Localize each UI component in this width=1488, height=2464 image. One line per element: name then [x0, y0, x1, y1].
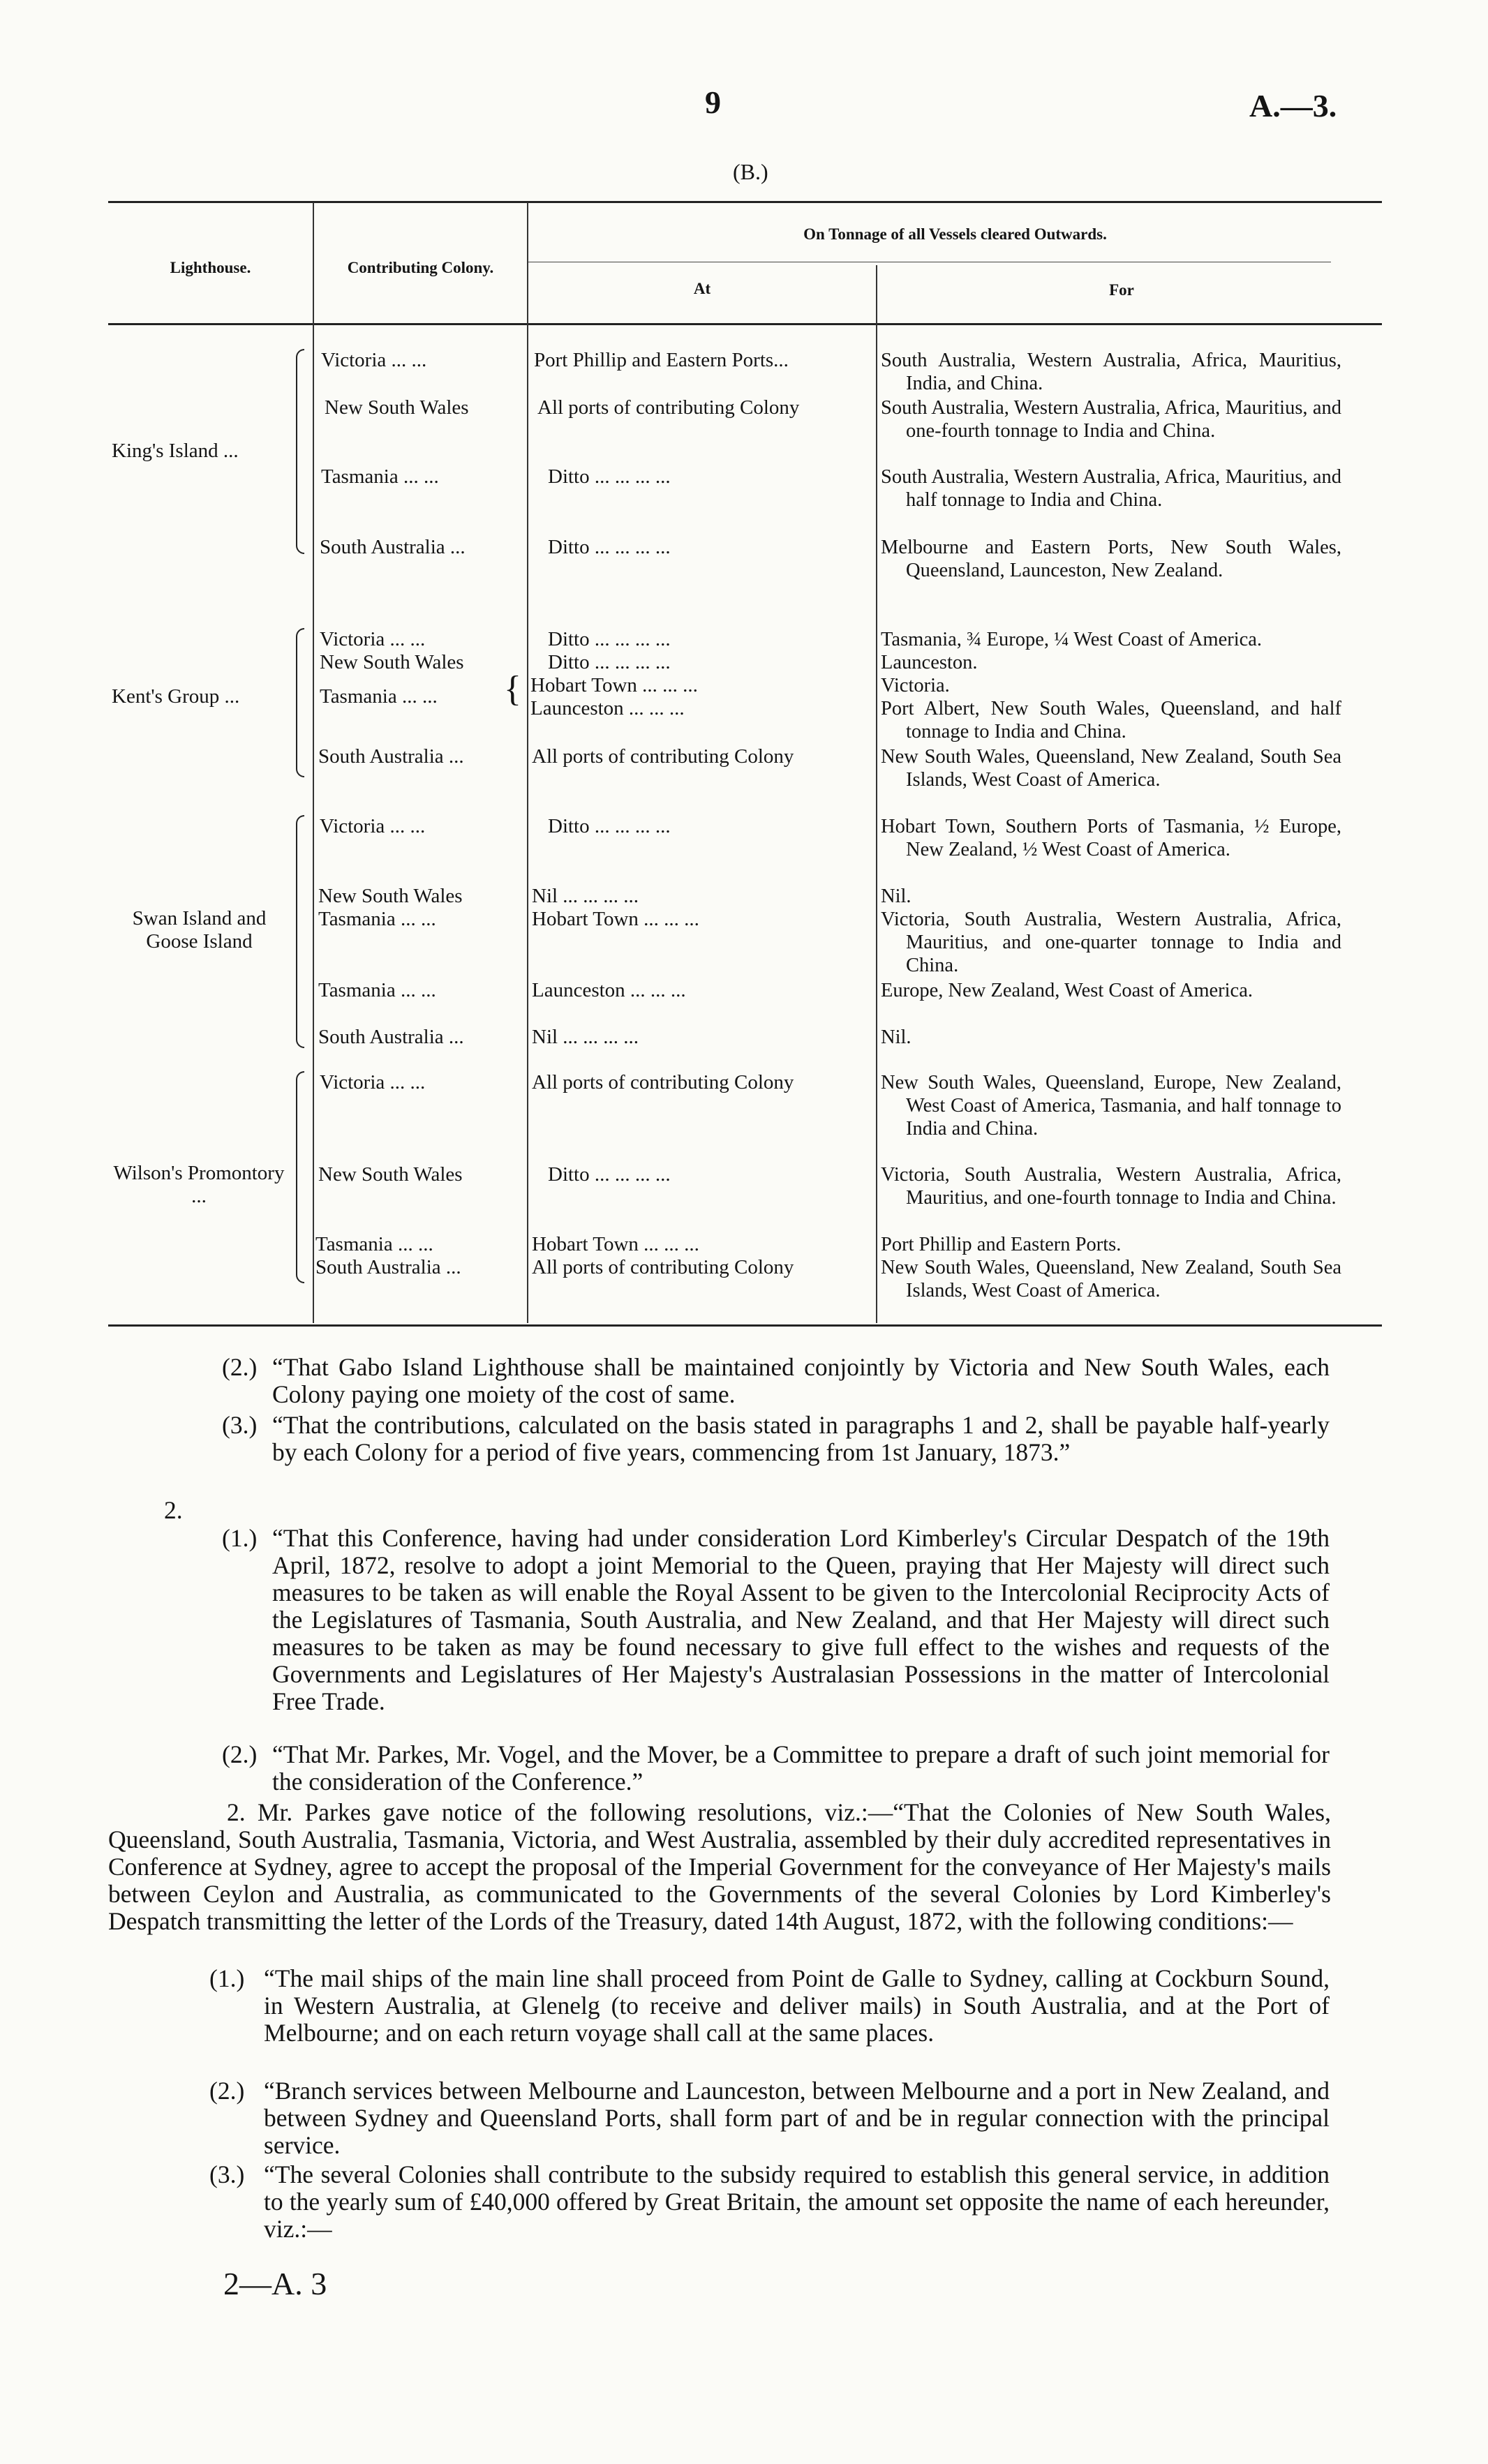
for-destinations: New South Wales, Queensland, New Zealand, South Sea Islands, West Coast of America.	[881, 746, 1341, 791]
at-port: Nil ... ... ... ...	[532, 1026, 639, 1048]
gabo-island-resolution: “That Gabo Island Lighthouse shall be maintained conjointly by Victoria and New South Wales, each Colony paying one moiety of the cost of same.	[272, 1353, 1330, 1408]
for-destinations: Launceston.	[881, 652, 978, 673]
at-port: Ditto ... ... ... ...	[548, 628, 671, 650]
colony: Tasmania ... ...	[315, 1233, 433, 1255]
for-destinations: Nil.	[881, 1026, 912, 1048]
at-port: Ditto ... ... ... ...	[548, 651, 671, 673]
col-rule-3	[876, 265, 877, 1323]
at-port: Ditto ... ... ... ...	[548, 465, 671, 488]
signature-mark: 2—A. 3	[223, 2266, 327, 2301]
para-number: (1.)	[209, 1964, 245, 1992]
for-destinations: Victoria.	[881, 675, 950, 696]
col-rule-1	[313, 202, 314, 1323]
colony: South Australia ...	[320, 536, 466, 558]
colony: Tasmania ... ...	[318, 908, 436, 930]
brace-kents-group	[296, 628, 304, 777]
lighthouse-wilsons-promontory: Wilson's Promontory ...	[113, 1162, 285, 1207]
page-number: 9	[705, 84, 721, 120]
branch-services-condition: “Branch services between Melbourne and Launceston, between Melbourne and a port in New Zealand, and between Sydney and Queensland Ports, shall form part of and be in regular connection with the principal service.	[264, 2077, 1330, 2159]
para-number: (2.)	[222, 1740, 258, 1768]
at-port: Nil ... ... ... ...	[532, 885, 639, 907]
lighthouse-kents-group: Kent's Group ...	[112, 685, 240, 708]
for-destinations: Tasmania, ¾ Europe, ¼ West Coast of America.	[881, 629, 1263, 650]
lighthouse-swan-goose-island: Swan Island and Goose Island	[132, 907, 267, 953]
for-destinations: Port Phillip and Eastern Ports.	[881, 1234, 1122, 1255]
para-number: (3.)	[209, 2160, 245, 2188]
parkes-notice: 2. Mr. Parkes gave notice of the following resolutions, viz.:—“That the Colonies of New South Wales, Queensland, South Australia, Tasmania, Victoria, and West Australia, assembled by their duly accredited representatives in Conference at Sydney, agree to accept the proposal of the Imperial Government for the conveyance of Her Majesty's mails between Ceylon and Australia, as communicated to the Governments of the several Colonies by Lord Kimberley's Despatch transmitting the letter of the Lords of the Treasury, dated 14th August, 1872, with the following conditions:—	[108, 1798, 1331, 1935]
table-label: (B.)	[733, 159, 768, 184]
header-bottom-rule	[108, 323, 1382, 325]
section-number: 2.	[164, 1496, 183, 1524]
at-port: All ports of contributing Colony	[532, 1256, 794, 1278]
subsidy-condition: “The several Colonies shall contribute to the subsidy required to establish this general service, in addition to the yearly sum of £40,000 offered by Great Britain, the amount set opposite the name of each hereunder, viz.:—	[264, 2160, 1330, 2243]
colony: Tasmania ... ...	[320, 685, 438, 708]
at-port: Hobart Town ... ... ...	[532, 1233, 699, 1255]
colony: Victoria ... ...	[320, 1071, 426, 1093]
at-port: Launceston ... ... ...	[532, 979, 686, 1001]
col-rule-2	[527, 202, 528, 1323]
header-tonnage: On Tonnage of all Vessels cleared Outwards.	[803, 225, 1107, 243]
for-destinations: New South Wales, Queensland, Europe, New Zealand, West Coast of America, Tasmania, and half tonnage to India and China.	[881, 1072, 1341, 1140]
mail-ships-condition: “The mail ships of the main line shall proceed from Point de Galle to Sydney, calling at Cockburn Sound, in Western Australia, at Glenelg (to receive and deliver mails) in South Australia, and at the Port of Melbourne; and on each return voyage shall call at the same places.	[264, 1964, 1330, 2047]
brace-kings-island	[296, 349, 304, 554]
for-destinations: Melbourne and Eastern Ports, New South Wales, Queensland, Launceston, New Zealand.	[881, 537, 1341, 581]
header-lighthouse: Lighthouse.	[170, 259, 251, 276]
committee-resolution: “That Mr. Parkes, Mr. Vogel, and the Mover, be a Committee to prepare a draft of such joint memorial for the consideration of the Conference.”	[272, 1740, 1330, 1795]
at-port: Ditto ... ... ... ...	[548, 815, 671, 837]
lighthouse-kings-island: King's Island ...	[112, 440, 239, 462]
brace-swan-island	[296, 815, 304, 1048]
at-port: Port Phillip and Eastern Ports...	[534, 349, 789, 371]
colony: Tasmania ... ...	[318, 979, 436, 1001]
colony: New South Wales	[320, 651, 464, 673]
for-destinations: Victoria, South Australia, Western Australia, Africa, Mauritius, and one-quarter tonnage to India and China.	[881, 909, 1341, 976]
small-brace: {	[504, 669, 521, 709]
for-destinations: South Australia, Western Australia, Africa, Mauritius, India, and China.	[881, 350, 1341, 394]
for-destinations: South Australia, Western Australia, Africa, Mauritius, and half tonnage to India and China.	[881, 466, 1341, 511]
document-reference: A.—3.	[1249, 88, 1337, 124]
for-destinations: Nil.	[881, 886, 912, 907]
for-destinations: Port Albert, New South Wales, Queensland, and half tonnage to India and China.	[881, 698, 1341, 742]
contributions-resolution: “That the contributions, calculated on the basis stated in paragraphs 1 and 2, shall be payable half-yearly by each Colony for a period of five years, commencing from 1st January, 1873.”	[272, 1411, 1330, 1466]
colony: South Australia ...	[315, 1256, 461, 1278]
for-destinations: New South Wales, Queensland, New Zealand, South Sea Islands, West Coast of America.	[881, 1257, 1341, 1301]
colony: South Australia ...	[318, 1026, 464, 1048]
colony: Tasmania ... ...	[321, 465, 439, 488]
colony: South Australia ...	[318, 745, 464, 768]
header-for: For	[1109, 281, 1134, 299]
brace-wilsons-promontory	[296, 1071, 304, 1283]
for-destinations: Hobart Town, Southern Ports of Tasmania, ½ Europe, New Zealand, ½ West Coast of America.	[881, 816, 1341, 860]
at-port: Ditto ... ... ... ...	[548, 1163, 671, 1186]
for-destinations: Victoria, South Australia, Western Australia, Africa, Mauritius, and one-fourth tonnage to India and China.	[881, 1164, 1341, 1209]
for-destinations: Europe, New Zealand, West Coast of America.	[881, 980, 1253, 1001]
colony: Victoria ... ...	[320, 628, 426, 650]
at-port: All ports of contributing Colony	[532, 1071, 794, 1093]
colony: New South Wales	[325, 396, 469, 419]
table-bottom-rule	[108, 1324, 1382, 1327]
colony: New South Wales	[318, 885, 463, 907]
colony: New South Wales	[318, 1163, 463, 1186]
para-number: (2.)	[222, 1353, 258, 1381]
para-number: (2.)	[209, 2077, 245, 2105]
header-at: At	[693, 280, 711, 297]
header-colony: Contributing Colony.	[347, 259, 494, 276]
at-port: All ports of contributing Colony	[532, 745, 794, 768]
colony: Victoria ... ...	[320, 815, 426, 837]
at-port: Hobart Town ... ... ...	[532, 908, 699, 930]
para-number: (3.)	[222, 1411, 258, 1439]
at-port: Launceston ... ... ...	[530, 697, 685, 719]
memorial-resolution: “That this Conference, having had under consideration Lord Kimberley's Circular Despatch of the 19th April, 1872, resolve to adopt a joint Memorial to the Queen, praying that Her Majesty will direct such measures to be taken as will enable the Royal Assent to be given to the Intercolonial Reciprocity Acts of the Legislatures of Tasmania, South Australia, and New Zealand, and that Her Majesty will direct such measures to be taken as may be found necessary to give full effect to the wishes and requests of the Governments and Legislatures of Her Majesty's Australasian Possessions in the matter of Intercolonial Free Trade.	[272, 1524, 1330, 1715]
colony: Victoria ... ...	[321, 349, 427, 371]
para-number: (1.)	[222, 1524, 258, 1552]
for-destinations: South Australia, Western Australia, Africa, Mauritius, and one-fourth tonnage to India and China.	[881, 397, 1341, 442]
at-port: All ports of contributing Colony	[537, 396, 800, 419]
at-port: Hobart Town ... ... ...	[530, 674, 698, 696]
at-port: Ditto ... ... ... ...	[548, 536, 671, 558]
table-top-rule	[108, 201, 1382, 203]
